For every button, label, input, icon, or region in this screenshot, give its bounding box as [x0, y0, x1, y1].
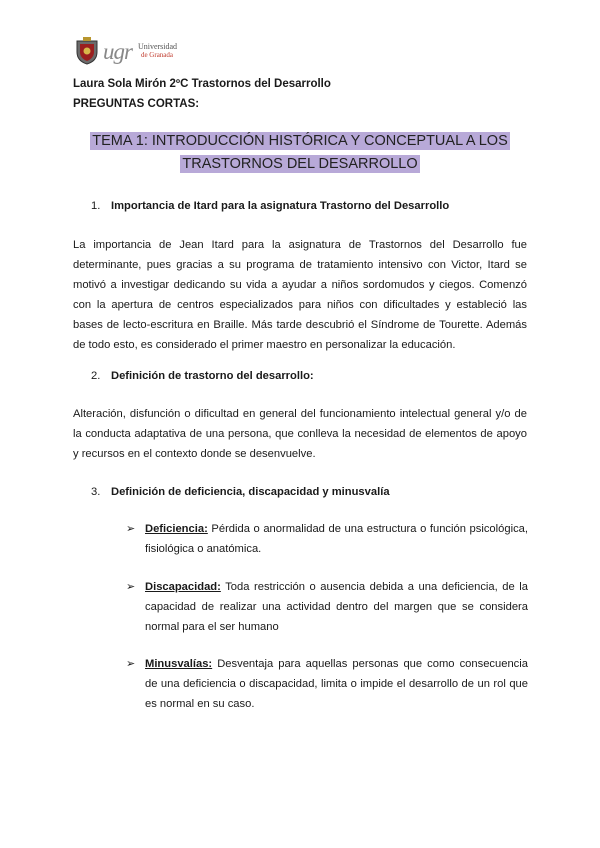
bullet-term: Deficiencia:	[145, 523, 208, 535]
ugr-wordmark: ugr	[103, 38, 132, 64]
question-title-text: Definición de deficiencia, discapacidad y minusvalía	[111, 486, 390, 498]
university-name-line2: de Granada	[140, 51, 174, 59]
university-name	[138, 42, 177, 60]
arrowhead-icon: ➢	[126, 658, 136, 670]
topic-title-line2: TRASTORNOS DEL DESARROLLO	[182, 156, 418, 172]
question-number: 3.	[91, 486, 101, 498]
university-crest-icon	[74, 37, 100, 65]
arrowhead-icon: ➢	[126, 523, 136, 535]
question-title-text: Importancia de Itard para la asignatura Trastorno del Desarrollo	[111, 200, 450, 212]
section-heading: PREGUNTAS CORTAS:	[73, 98, 200, 110]
bullet-discapacidad	[126, 577, 528, 637]
question-2-title	[91, 370, 314, 382]
question-1-title	[91, 200, 449, 212]
arrowhead-icon: ➢	[126, 581, 136, 593]
topic-title	[60, 130, 540, 176]
university-logo	[74, 37, 177, 65]
topic-title-line1: TEMA 1: INTRODUCCIÓN HISTÓRICA Y CONCEPTUAL A LOS	[92, 133, 508, 149]
question-3-title	[91, 486, 390, 498]
question-number: 1.	[91, 200, 101, 212]
question-number: 2.	[91, 370, 101, 382]
bullet-deficiencia	[126, 519, 528, 559]
author-line: Laura Sola Mirón 2ºC Trastornos del Desarrollo	[73, 78, 331, 90]
question-2-answer: Alteración, disfunción o dificultad en general del funcionamiento intelectual general y/o de la conducta adaptativa de una persona, que conlleva la necesidad de elementos de apoyo y recursos en el contexto donde se desenvuelve.	[73, 408, 527, 460]
bullet-text: Toda restricción o ausencia debida a una deficiencia, de la capacidad de realizar una actividad dentro del margen que se considera normal para el ser humano	[145, 581, 528, 633]
question-1-answer: La importancia de Jean Itard para la asignatura de Trastornos del Desarrollo fue determinante, pues gracias a su programa de tratamiento intensivo con Victor, Itard se motivó a investigar dedicando su vida a ayudar a niños sordomudos y ciegos. Comenzó con la apertura de centros especializados para niños con dificultades y estableció las bases de lecto-escritura en Braille. Más tarde descubrió el Síndrome de Tourette. Además de todo esto, es considerado el primer maestro en personalizar la educación.	[73, 239, 527, 351]
question-title-text: Definición de trastorno del desarrollo:	[111, 370, 314, 382]
bullet-term: Minusvalías:	[145, 658, 213, 670]
bullet-text: Pérdida o anormalidad de una estructura o función psicológica, fisiológica o anatómica.	[145, 523, 528, 555]
bullet-term: Discapacidad:	[145, 581, 221, 593]
university-name-line1: Universidad	[137, 42, 178, 51]
document-header	[73, 74, 331, 114]
bullet-minusvalias	[126, 654, 528, 714]
bullet-text: Desventaja para aquellas personas que como consecuencia de una deficiencia o discapacidad, limita o impide el desarrollo de un rol que es normal en su caso.	[145, 658, 528, 710]
